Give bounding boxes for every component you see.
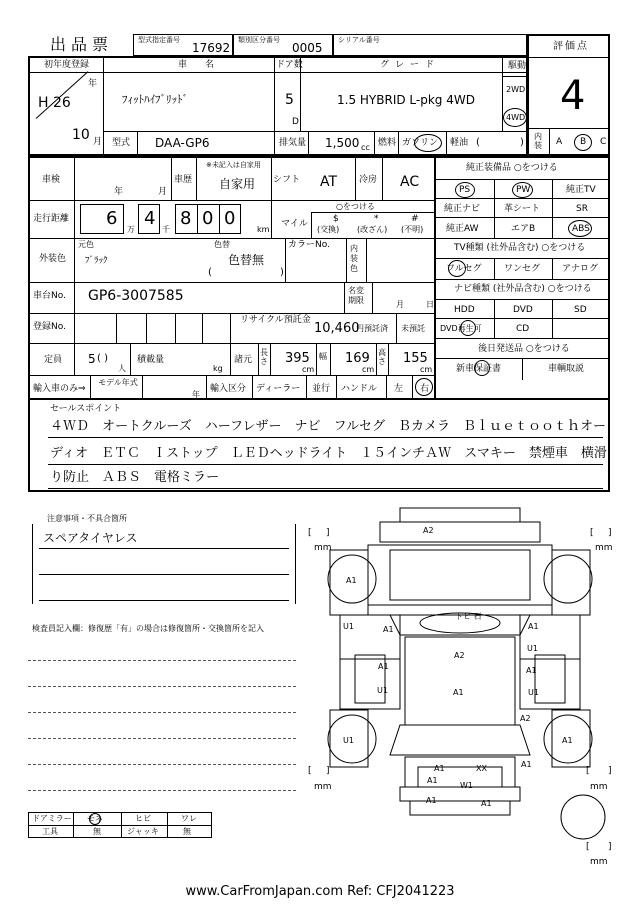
mileage-d2: 4 [144,208,156,229]
front-bumper-lower [380,522,540,542]
mm-front-left: mm [314,543,332,553]
mirror-type: モネ [87,814,103,823]
model-type-value: DAA-GP6 [155,136,210,150]
first-reg-era: H 26 [38,95,71,111]
score-label: 評価点 [553,41,589,52]
interior-c: C [600,137,607,147]
color-change: 色替無 [228,253,265,267]
mirror-break: ワレ [181,814,197,823]
mm-front-right: mm [595,543,613,553]
mark-trunk-b: XX [476,764,487,773]
mark-rear-a: A1 [427,776,438,785]
score-box [527,34,610,156]
length-label: 長さ [260,348,268,366]
svg-text:[: [ [308,766,312,776]
svg-text:[: [ [586,842,590,852]
width-label: 幅 [319,352,327,361]
mm-rear-right: mm [590,782,608,792]
mark-fl-wheel: A1 [346,576,357,585]
import-class-label: 輸入区分 [210,384,247,394]
color-orig-label: 元色 [78,240,94,249]
mark-fl-door-a: U1 [343,622,354,631]
equip-pw: PW [516,185,531,195]
doors-label: ドア数 [276,60,303,70]
model-year-label: モデル年式 [98,378,138,387]
sales-line1: ４ＷＤ オートクルーズ ハーフレザー ナビ フルセグ Ｂカメラ Ｂｌｕｅｔｏｏｔｈオー [50,419,607,434]
mark-rr-door-b: U1 [528,688,539,697]
aircon-label: 冷房 [359,175,378,185]
handle-left: 左 [394,384,404,394]
displacement-value: 1,500 [325,136,360,150]
fuel-circle [414,134,442,152]
mark-fr-door-a: A1 [528,622,539,631]
navi-cd: CD [516,324,530,334]
mark-fl-door-b: A1 [383,625,394,634]
first-reg-month: 10 [72,127,90,143]
first-reg-year-unit: 年 [88,79,98,89]
mirror-label: ドアミラー [32,814,72,823]
not-deposited: 未預託 [401,324,425,333]
later-manual: 車輌取説 [548,364,585,374]
history-label: 車歴 [174,175,193,185]
equip-abs: ABS [572,224,590,234]
equip-aw: 純正AW [446,224,479,234]
notes-line1: スペアタイヤレス [43,531,138,545]
sales-line3: り防止 ＡＢＳ 電格ミラー [50,470,220,485]
jack-label: ジャッキ [127,827,159,836]
model-no-label: 型式指定番号 [138,36,180,44]
first-reg-label: 初年度登録 [44,60,90,70]
tool-label: 工具 [42,827,58,836]
import-parallel: 並行 [312,384,331,394]
mark-fr-door-b: U1 [527,644,538,653]
rear-left-door [340,659,400,709]
category-no-label: 類別区分番号 [238,36,280,44]
fuel-paren-r: ) [520,137,524,148]
drive-label: 駆動 [508,61,527,71]
color-orig: ﾌﾞﾗｯｸ [85,256,108,266]
tool-value: 無 [93,827,101,836]
handle-right-circle [415,378,433,396]
registration-label: 登録No. [33,322,66,332]
category-no: 0005 [292,41,323,55]
color-paren-l: ( [208,267,212,278]
navi-header: ナビ種類 (社外品含む) ○をつける [454,284,592,294]
mileage-altered: * [374,214,379,224]
mark-rl-door-b: U1 [377,686,388,695]
later-warranty: 新車保証書 [456,364,502,374]
chassis-day: 日 [426,300,434,309]
mileage-altered-sub: (改ざん) [357,225,388,234]
shaken-label: 車検 [42,175,61,185]
car-name: ﾌｨｯﾄﾊｲﾌﾞﾘｯﾄﾞ [122,93,188,106]
load-label: 積載量 [137,355,165,365]
length-value: 395 [285,351,310,366]
mileage-d5: 0 [224,208,236,229]
category-no-cell [233,34,333,56]
shift-label: シフト [273,175,301,185]
navi-dvdplay: DVD再生可 [440,324,482,333]
interior-color-label: 内装色 [350,244,358,273]
mm-spare: mm [590,857,608,867]
mileage-label: 走行距離 [33,214,70,224]
grade-value: 1.5 HYBRID L-pkg 4WD [337,93,475,107]
equip-navi: 純正ナビ [444,204,481,214]
navi-dvd: DVD [513,305,533,315]
equip-header: 純正装備品 ○をつける [466,163,558,173]
mark-rear-bumper-a: A1 [426,796,437,805]
mark-roof-b: A1 [453,688,464,697]
equipment-table [434,156,610,400]
chassis-month: 月 [396,300,404,309]
history-note: ※未記入は自家用 [206,161,261,169]
height-cm: cm [420,365,433,374]
colorno-label: カラーNo. [288,240,330,250]
svg-text:]: ] [608,766,612,776]
serial-label: シリアル番号 [338,36,380,44]
svg-text:]: ] [608,842,612,852]
spec-table [28,156,436,400]
serial-cell [333,34,527,56]
mark-roof: A2 [454,651,465,660]
shift-value: AT [320,174,338,190]
equip-tv: 純正TV [566,185,596,195]
spare-tire [561,795,605,839]
capacity-paren: ( ) [97,353,108,364]
mirror-crack: ヒビ [135,814,151,823]
form-title: 出品票 [50,35,114,54]
shaken-year: 年 [114,187,124,197]
import-label: 輸入車のみ⇒ [33,384,86,394]
svg-text:]: ] [326,528,330,538]
mileage-exchanged-sub: (交換) [317,225,340,234]
car-damage-diagram [300,505,620,880]
jack-value: 無 [183,827,191,836]
model-type-label: 型式 [112,138,131,148]
mark-trunk-a: A1 [434,764,445,773]
mileage-d1: 6 [106,208,118,229]
displacement-label: 排気量 [279,138,307,148]
footer-ref: www.CarFromJapan.com Ref: CFJ2041223 [185,884,455,899]
mark-trunk-c: W1 [460,781,473,790]
mileage-exchanged: $ [333,214,339,224]
color-paren-r: ) [280,267,284,278]
fuel-label: 燃料 [378,138,397,148]
score-value: 4 [560,73,586,119]
drive-4wd-circle [503,108,527,127]
model-year-unit: 年 [192,390,200,399]
later-header: 後日発送品 ○をつける [478,344,570,354]
first-reg-month-unit: 月 [93,137,103,147]
inspector-label: 検査員記入欄：修復歴「有」の場合は修復箇所・交換箇所を記入 [32,624,264,633]
color-change-label: 色替 [214,240,230,249]
handle-label: ハンドル [341,384,378,394]
mark-rr-quarter: A1 [521,760,532,769]
mark-rr-wheel: A1 [562,736,573,745]
mark-rl-door-a: A1 [378,662,389,671]
capacity-value: 5 [88,352,96,366]
mileage-man: 万 [127,225,135,234]
model-no-cell [133,34,233,56]
fuel-diesel: 軽油 [450,138,469,148]
tv-analog: アナログ [562,264,599,274]
car-name-label: 車名 [178,60,233,70]
equip-ps: PS [459,185,471,195]
mark-front-bumper: A2 [423,526,434,535]
navi-sd: SD [574,305,587,315]
aircon-value: AC [400,174,420,190]
length-cm: cm [302,365,315,374]
navi-hdd: HDD [454,305,475,315]
mileage-unknown: # [411,214,419,224]
mileage-circle-note: ○をつける [336,202,375,211]
displacement-unit: cc [361,143,370,152]
grade-label: グレード [380,60,441,70]
doors-type: D [292,117,299,127]
drive-2wd: 2WD [506,85,526,94]
doors-value: 5 [285,92,294,108]
import-dealer: ディーラー [256,384,301,394]
mileage-sen: 千 [162,225,170,234]
svg-text:]: ] [326,766,330,776]
color-label: 外装色 [39,254,67,264]
chassis-label: 車台No. [33,291,66,301]
front-right-wheel [544,555,592,603]
svg-text:[: [ [308,528,312,538]
fuel-value: ガソリン [402,138,439,148]
model-no: 17692 [192,41,231,55]
mark-rl-wheel: U1 [343,736,354,745]
recycle-label: リサイクル預託金 [240,315,311,325]
interior-a: A [556,137,563,147]
load-unit: kg [213,364,223,373]
mileage-km: km [257,225,270,234]
width-value: 169 [345,351,370,366]
mileage-unknown-sub: (不明) [401,225,424,234]
height-label: 高さ [378,348,386,366]
front-bumper [400,508,520,522]
svg-text:[: [ [586,766,590,776]
sales-line2: ディオ ＥＴＣ Ｉストップ ＬＥＤヘッドライト １５インチＡＷ スマキー 禁煙車 横滑 [50,446,607,461]
history-value: 自家用 [219,177,256,191]
svg-text:]: ] [608,528,612,538]
interior-b: B [580,137,587,147]
rear-window [390,725,530,755]
mark-rr-panel: A2 [520,714,531,723]
interior-b-circle [574,134,592,151]
equip-sr: SR [576,204,588,214]
mirror-tool-table [28,812,212,838]
notes-label: 注意事項・不具合箇所 [47,514,127,523]
mark-windshield: トビ 石 [455,612,482,621]
fuel-paren-l: ( [476,137,480,148]
equip-leather: 革シート [504,204,541,214]
shaken-month: 月 [158,187,168,197]
capacity-unit: 人 [118,364,126,373]
mileage-d3: 8 [180,208,192,229]
hood [368,545,552,605]
mileage-d4: 0 [202,208,214,229]
tv-oneseg: ワンセグ [504,264,541,274]
notes-box [32,524,296,604]
mileage-mile: マイル [281,219,308,229]
width-cm: cm [362,365,375,374]
recycle-value: 10,460 [314,321,360,336]
svg-text:[: [ [590,528,594,538]
mark-rear-bumper-b: A1 [481,799,492,808]
top-block [28,56,528,156]
height-value: 155 [403,351,428,366]
mark-rr-door-a: A1 [526,666,537,675]
interior-label: 内装 [534,132,542,150]
mm-rear-left: mm [314,782,332,792]
recycle-unit: 円預託済 [356,324,388,333]
tv-fullseg: フルセグ [446,264,482,274]
tv-header: TV種類 (社外品含む) ○をつける [454,243,586,253]
sales-label: セールスポイント [50,404,122,414]
chassis-expiry-label: 名変期限 [348,286,364,305]
capacity-label: 定員 [44,355,63,365]
chassis-value: GP6-3007585 [88,288,184,304]
equip-airbag: エアB [511,224,536,234]
drive-4wd: 4WD [506,113,526,122]
dims-label: 諸元 [234,355,253,365]
sales-points [28,398,610,492]
handle-right: 右 [420,384,430,394]
